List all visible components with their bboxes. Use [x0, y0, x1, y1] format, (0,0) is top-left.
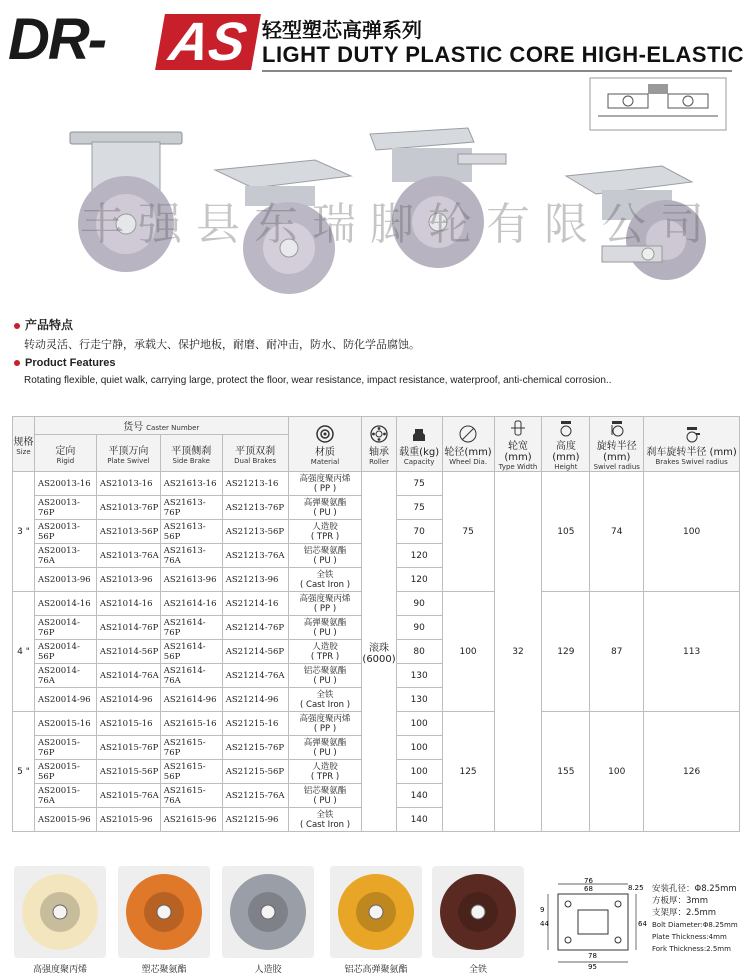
capacity-cell: 140 [396, 808, 442, 832]
material-cell [288, 520, 362, 544]
rigid-code-cell: AS20015-76P [34, 736, 96, 760]
swivel-radius-cell: 87 [590, 592, 644, 712]
roller-cell [362, 472, 396, 832]
features-body-cn: 转动灵活、行走宁静，承载大、保护地板，耐磨、耐冲击，防水、防化学品腐蚀。 [24, 338, 420, 351]
capacity-cell: 80 [396, 640, 442, 664]
dual-brake-code-cell: AS21213-96 [222, 568, 288, 592]
swivel-radius-icon [608, 419, 626, 437]
capacity-cell: 100 [396, 712, 442, 736]
material-cn: 高强度聚丙烯 [299, 473, 351, 484]
wheel-label: 人造胶 [254, 965, 282, 975]
header-width-en: Type Width [498, 463, 538, 471]
brake-radius-icon [683, 425, 701, 443]
header-size [13, 417, 35, 472]
plate-thickness-en: Plate Thickness:4mm [652, 933, 727, 941]
side-brake-code-cell: AS21613-76P [160, 496, 222, 520]
header-capacity [396, 417, 442, 472]
height-cell: 155 [542, 712, 590, 832]
material-cell [288, 712, 362, 736]
brand-logo-as: AS [155, 14, 261, 70]
material-icon [316, 425, 334, 443]
caster-height-icon [557, 419, 575, 437]
wheel-hub [261, 905, 275, 919]
header-rigid [34, 435, 96, 472]
material-en: ( PU ) [313, 555, 337, 566]
side-brake-code-cell: AS21614-96 [160, 688, 222, 712]
capacity-cell: 100 [396, 760, 442, 784]
capacity-cell: 75 [396, 472, 442, 496]
side-brake-code-cell: AS21615-96 [160, 808, 222, 832]
swivel-code-cell: AS21015-56P [96, 760, 160, 784]
swivel-code-cell: AS21015-76A [96, 784, 160, 808]
rigid-code-cell: AS20013-56P [34, 520, 96, 544]
material-en: ( PP ) [313, 723, 337, 734]
wheel-photo [330, 866, 422, 958]
material-cn: 高强度聚丙烯 [299, 593, 351, 604]
bolt-diameter-en: Bolt Diameter:Φ8.25mm [652, 921, 738, 929]
header-swivel-radius [590, 417, 644, 472]
dim-top1: 76 [584, 878, 593, 885]
dual-brake-code-cell: AS21215-56P [222, 760, 288, 784]
dual-brake-code-cell: AS21214-96 [222, 688, 288, 712]
material-cn: 铝芯聚氨酯 [303, 665, 347, 676]
dual-brake-code-cell: AS21214-56P [222, 640, 288, 664]
swivel-code-cell: AS21014-96 [96, 688, 160, 712]
header-dualbrake-en: Dual Brakes [234, 456, 277, 465]
capacity-cell: 70 [396, 520, 442, 544]
side-brake-code-cell: AS21615-56P [160, 760, 222, 784]
dual-brake-code-cell: AS21214-76P [222, 616, 288, 640]
header-brake-radius [644, 417, 740, 472]
material-en: ( TPR ) [310, 531, 340, 542]
swivel-radius-cell: 100 [590, 712, 644, 832]
features-title-en [14, 357, 115, 369]
wheel-label: 铝芯高弹聚氨酯 [344, 965, 408, 975]
capacity-cell: 90 [396, 592, 442, 616]
header-plate-swivel [96, 435, 160, 472]
rigid-code-cell: AS20014-56P [34, 640, 96, 664]
side-brake-code-cell: AS21615-76P [160, 736, 222, 760]
bearing-icon [370, 425, 388, 443]
material-cell [288, 640, 362, 664]
wheel-dia-cell: 100 [442, 592, 494, 712]
mounting-plate-diagram [540, 878, 648, 970]
features-title-cn [14, 316, 73, 333]
company-watermark: 丰强县东瑞脚轮有限公司 [80, 199, 718, 250]
side-brake-code-cell: AS21614-56P [160, 640, 222, 664]
size-cell: 4 " [13, 592, 35, 712]
bullet-icon [14, 360, 20, 366]
wheel-icon [14, 866, 106, 958]
header-caster-number [34, 417, 288, 435]
height-cell: 129 [542, 592, 590, 712]
dim-top2: 68 [584, 885, 593, 893]
dual-brake-code-cell: AS21215-76A [222, 784, 288, 808]
material-en: ( PU ) [313, 675, 337, 686]
dual-brake-code-cell: AS21213-16 [222, 472, 288, 496]
header-dualbrake-cn: 平顶双刹 [235, 445, 276, 457]
header-dual-brakes [222, 435, 288, 472]
material-cell [288, 784, 362, 808]
wheel-photo [14, 866, 106, 958]
dim-right1: 64 [638, 920, 647, 928]
table-row [13, 472, 740, 496]
plate-spec-info [652, 883, 738, 955]
header-roller-cn: 轴承 [369, 446, 390, 458]
dual-brake-code-cell: AS21215-96 [222, 808, 288, 832]
side-brake-code-cell: AS21613-56P [160, 520, 222, 544]
spec-table-body [13, 472, 740, 832]
header-divider [262, 70, 732, 72]
rigid-code-cell: AS20015-76A [34, 784, 96, 808]
roller-model: (6000) [362, 653, 396, 665]
dim-left1: 9 [540, 906, 545, 914]
header-rigid-en: Rigid [56, 456, 75, 465]
rigid-code-cell: AS20014-76A [34, 664, 96, 688]
wheel-photo [432, 866, 524, 958]
capacity-cell: 130 [396, 664, 442, 688]
swivel-code-cell: AS21013-76P [96, 496, 160, 520]
wheel-label: 高强度聚丙烯 [32, 965, 87, 975]
bolt-hole-icon [615, 937, 621, 943]
material-en: ( Cast Iron ) [300, 819, 351, 830]
capacity-cell: 120 [396, 568, 442, 592]
swivel-code-cell: AS21015-96 [96, 808, 160, 832]
material-en: ( PU ) [313, 627, 337, 638]
header-swivel-en: Plate Swivel [107, 456, 150, 465]
dual-brake-code-cell: AS21213-76P [222, 496, 288, 520]
rigid-code-cell: AS20014-16 [34, 592, 96, 616]
rigid-code-cell: AS20014-76P [34, 616, 96, 640]
features-title-en-text: Product Features [25, 357, 116, 369]
wheel-dia-cell: 75 [442, 472, 494, 592]
brake-radius-cell: 113 [644, 592, 740, 712]
dual-brake-code-cell: AS21214-76A [222, 664, 288, 688]
weight-icon [410, 425, 428, 443]
capacity-cell: 75 [396, 496, 442, 520]
rigid-code-cell: AS20013-76A [34, 544, 96, 568]
header-rigid-cn: 定向 [55, 445, 76, 457]
rigid-code-cell: AS20013-76P [34, 496, 96, 520]
swivel-code-cell: AS21015-76P [96, 736, 160, 760]
material-cn: 高弹聚氨酯 [303, 617, 347, 628]
material-cn: 铝芯聚氨酯 [303, 785, 347, 796]
size-cell: 3 " [13, 472, 35, 592]
capacity-cell: 140 [396, 784, 442, 808]
material-cell [288, 472, 362, 496]
side-brake-code-cell: AS21614-76P [160, 616, 222, 640]
swivel-code-cell: AS21013-76A [96, 544, 160, 568]
side-brake-code-cell: AS21614-76A [160, 664, 222, 688]
header-capacity-en: Capacity [403, 457, 435, 466]
material-en: ( Cast Iron ) [300, 579, 351, 590]
side-brake-code-cell: AS21613-76A [160, 544, 222, 568]
material-cn: 高弹聚氨酯 [303, 737, 347, 748]
fork-thickness-en: Fork Thickness:2.5mm [652, 945, 731, 953]
material-en: ( PU ) [313, 507, 337, 518]
header-wheel-dia-cn: 轮径(mm) [444, 446, 492, 458]
material-en: ( PU ) [313, 795, 337, 806]
brake-radius-cell: 126 [644, 712, 740, 832]
header-sidebrake-cn: 平顶侧刹 [171, 445, 212, 457]
brand-logo-dr: DR- [8, 7, 106, 72]
wheel-photo [118, 866, 210, 958]
side-brake-code-cell: AS21613-96 [160, 568, 222, 592]
wheel-width-icon [509, 419, 527, 437]
bolt-hole-icon [615, 901, 621, 907]
series-title-cn: 轻型塑芯高弹系列 [262, 18, 422, 42]
header-side-brake [160, 435, 222, 472]
header-height [542, 417, 590, 472]
capacity-cell: 130 [396, 688, 442, 712]
material-en: ( PP ) [313, 603, 337, 614]
side-brake-code-cell: AS21613-16 [160, 472, 222, 496]
swivel-code-cell: AS21014-76P [96, 616, 160, 640]
side-brake-code-cell: AS21614-16 [160, 592, 222, 616]
header-material-cn: 材质 [315, 446, 336, 458]
header-size-cn: 规格 [13, 436, 34, 448]
header-wheel-dia [442, 417, 494, 472]
material-cell [288, 760, 362, 784]
material-cn: 人造胶 [312, 641, 338, 652]
bolt-diameter-cn: 安装孔径：Φ8.25mm [652, 884, 737, 894]
material-cell [288, 808, 362, 832]
side-brake-code-cell: AS21615-16 [160, 712, 222, 736]
dual-brake-code-cell: AS21213-76A [222, 544, 288, 568]
rigid-code-cell: AS20015-56P [34, 760, 96, 784]
features-title-cn-text: 产品特点 [25, 318, 74, 332]
material-cn: 高强度聚丙烯 [299, 713, 351, 724]
header-material [288, 417, 362, 472]
material-en: ( TPR ) [310, 771, 340, 782]
header-size-en: Size [16, 447, 31, 456]
fork-thickness-cn: 支架厚：2.5mm [652, 908, 717, 918]
header-swivel-radius-cn: 旋转半径(mm) [596, 441, 637, 463]
swivel-code-cell: AS21015-16 [96, 712, 160, 736]
bullet-icon [14, 323, 20, 329]
swivel-code-cell: AS21014-56P [96, 640, 160, 664]
material-cn: 全铁 [316, 809, 334, 820]
swivel-radius-cell: 74 [590, 472, 644, 592]
swivel-code-cell: AS21014-16 [96, 592, 160, 616]
header-brake-radius-cn: 刹车旋转半径 (mm) [646, 446, 737, 458]
spec-table [12, 416, 740, 832]
header-wheel-dia-en: Wheel Dia. [449, 457, 488, 466]
material-cell [288, 544, 362, 568]
material-cell [288, 568, 362, 592]
header-type-width [494, 417, 542, 472]
dual-brake-code-cell: AS21215-76P [222, 736, 288, 760]
dim-right-top: 8.25 [628, 884, 644, 892]
header-caster-cn: 货号 [123, 422, 144, 434]
wheel-dia-cell: 125 [442, 712, 494, 832]
header-caster-en: Caster Number [146, 424, 200, 433]
material-cn: 铝芯聚氨酯 [303, 545, 347, 556]
swivel-code-cell: AS21014-76A [96, 664, 160, 688]
header-swivel-cn: 平顶万向 [108, 445, 149, 457]
brake-radius-cell: 100 [644, 472, 740, 592]
wheel-hub [471, 905, 485, 919]
header-material-en: Material [310, 457, 340, 466]
dual-brake-code-cell: AS21213-56P [222, 520, 288, 544]
material-cell [288, 616, 362, 640]
material-cell [288, 736, 362, 760]
series-title-en: LIGHT DUTY PLASTIC CORE HIGH-ELASTIC [262, 42, 745, 67]
header-roller-en: Roller [369, 457, 389, 466]
wheel-icon [118, 866, 210, 958]
dim-bottom2: 95 [588, 963, 597, 970]
dual-brake-code-cell: AS21214-16 [222, 592, 288, 616]
material-cn: 人造胶 [312, 521, 338, 532]
material-en: ( TPR ) [310, 651, 340, 662]
header-width-cn: 轮宽(mm) [504, 441, 532, 463]
bolt-hole-icon [565, 937, 571, 943]
wheel-diameter-icon [459, 425, 477, 443]
rigid-code-cell: AS20014-96 [34, 688, 96, 712]
wheel-hub [369, 905, 383, 919]
plate-thickness-cn: 方板厚：3mm [652, 896, 708, 906]
wheel-hub [157, 905, 171, 919]
rigid-code-cell: AS20013-16 [34, 472, 96, 496]
wheel-photo [222, 866, 314, 958]
dual-brake-code-cell: AS21215-16 [222, 712, 288, 736]
material-en: ( PP ) [313, 483, 337, 494]
rigid-code-cell: AS20013-96 [34, 568, 96, 592]
material-cell [288, 664, 362, 688]
material-en: ( Cast Iron ) [300, 699, 351, 710]
header-capacity-cn: 载重(kg) [399, 446, 440, 458]
wheel-label: 塑芯聚氨酯 [141, 965, 187, 975]
material-cn: 全铁 [316, 689, 334, 700]
material-cn: 全铁 [316, 569, 334, 580]
size-cell: 5 " [13, 712, 35, 832]
material-en: ( PU ) [313, 747, 337, 758]
rigid-code-cell: AS20015-16 [34, 712, 96, 736]
bolt-hole-icon [565, 901, 571, 907]
header-height-en: Height [554, 463, 578, 471]
header-height-cn: 高度(mm) [552, 441, 580, 463]
wheel-label: 全铁 [468, 965, 487, 975]
material-cell [288, 592, 362, 616]
wheel-icon [222, 866, 314, 958]
side-brake-code-cell: AS21615-76A [160, 784, 222, 808]
rigid-code-cell: AS20015-96 [34, 808, 96, 832]
material-cn: 高弹聚氨酯 [303, 497, 347, 508]
dim-bottom1: 78 [588, 952, 597, 960]
roller-type: 滚珠 [369, 642, 390, 654]
caster-mount-diagram-icon [588, 76, 728, 132]
header-swivel-radius-en: Swivel radius [593, 463, 640, 471]
wheel-icon [330, 866, 422, 958]
header-brake-radius-en: Brakes Swivel radius [655, 457, 728, 466]
swivel-code-cell: AS21013-96 [96, 568, 160, 592]
wheel-icon [432, 866, 524, 958]
material-cell [288, 496, 362, 520]
height-cell: 105 [542, 472, 590, 592]
capacity-cell: 90 [396, 616, 442, 640]
header-roller [362, 417, 396, 472]
header-sidebrake-en: Side Brake [172, 456, 210, 465]
swivel-code-cell: AS21013-56P [96, 520, 160, 544]
wheel-hub [53, 905, 67, 919]
type-width-cell: 32 [494, 472, 542, 832]
material-cn: 人造胶 [312, 761, 338, 772]
capacity-cell: 120 [396, 544, 442, 568]
dim-left2: 44 [540, 920, 549, 928]
material-cell [288, 688, 362, 712]
features-body-en: Rotating flexible, quiet walk, carrying large, protect the floor, wear resistance, impact resistance, waterproof, anti-chemical corrosion.. [24, 375, 612, 386]
swivel-code-cell: AS21013-16 [96, 472, 160, 496]
capacity-cell: 100 [396, 736, 442, 760]
